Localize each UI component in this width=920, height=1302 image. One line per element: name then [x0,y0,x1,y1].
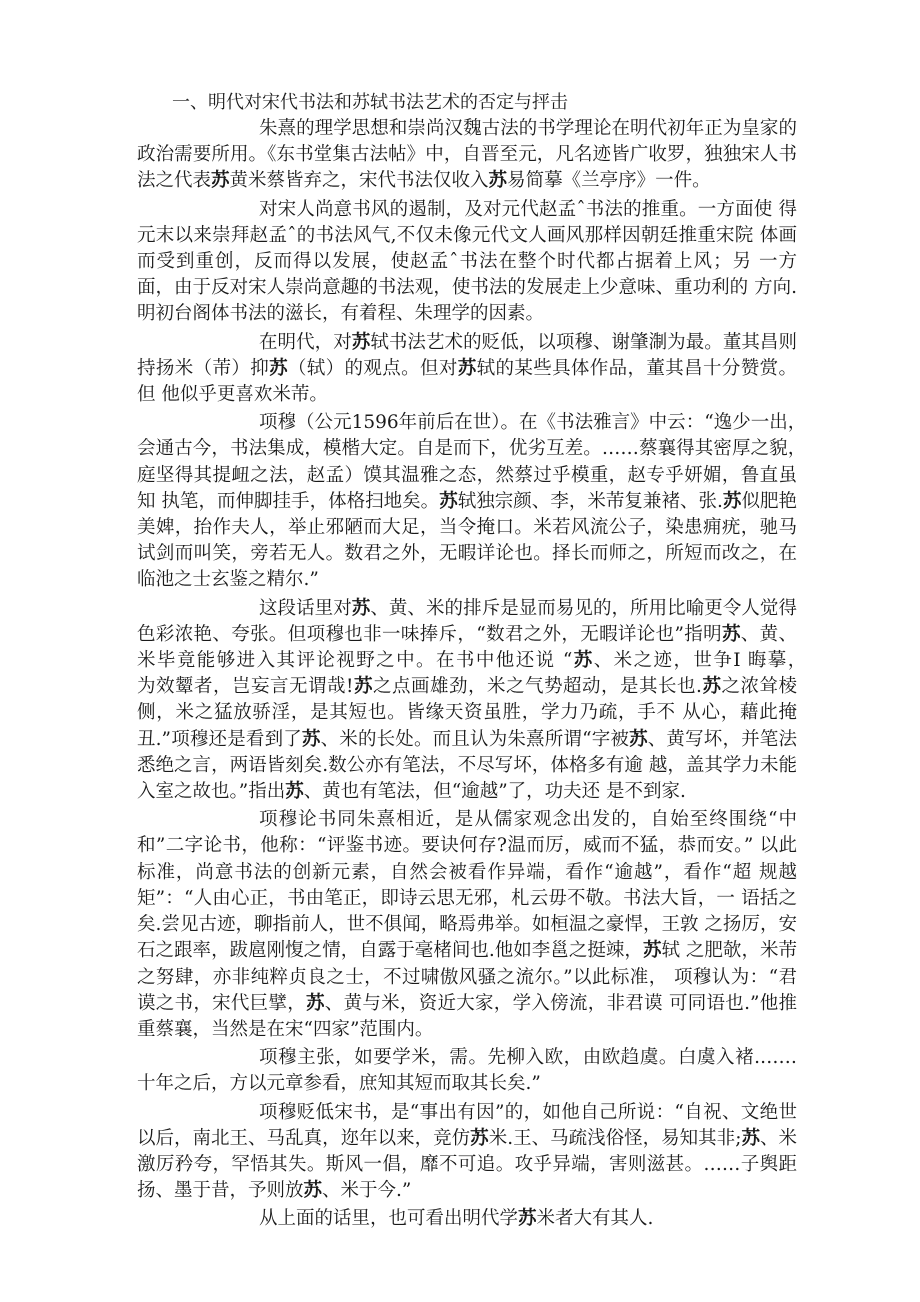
document-body [137,116,890,1235]
paragraph: 这段话里对苏、黄、米的排斥是显而易见的，所用比喻更令人觉得色彩浓艳、夸张。但项穆也非一味捧斥，“数君之外，无暇详论也”指明苏、黄、米毕竟能够进入其评论视野之中。在书中他还说 “苏、米之迹，世争I 晦摹， 为效颦者，岂妄言无谓哉!苏之点画雄劲，米之气势超动，是其长也.苏之浓耸棱侧，米之猛放骄淫，是其短也。皆缘天资虽胜，学力乃疏，手不 从心，藉此掩丑.”项穆还是看到了苏、米的长处。而且认为朱熹所谓“字被苏、黄写坏，并笔法悉绝之言，两语皆刻矣.数公亦有笔法，不尽写坏，体格多有逾 越，盖其学力未能入室之故也。”指出苏、黄也有笔法，但“逾越”了，功夫还 是不到家. [137,597,890,803]
paragraph: 项穆（公元1596年前后在世）。在《书法雅言》中云：“逸少一出， 会通古今，书法集成，模楷大定。自是而下，优劣互差。……蔡襄得其密厚之貌， 庭坚得其提衄之法，赵孟）馍其温雅之态，然蔡过乎模重，赵专乎妍媚，鲁直虽知 执笔，而伸脚挂手，体格扫地矣。苏轼独宗颜、李，米芾复兼褚、张.苏似肥艳 美婢，抬作夫人，举止邪陋而大足，当令掩口。米若风流公子，染患痈疣，驰马 试剑而叫笑，旁若无人。数君之外，无暇详论也。择长而师之，所短而改之，在 临池之士玄鉴之精尔.” [137,412,816,591]
paragraph: 对宋人尚意书风的遏制，及对元代赵孟ˆ书法的推重。一方面使 得元末以来崇拜赵孟ˆ的书法风气,不仅未像元代文人画风那样因朝廷推重宋院 体画而受到重创，反而得以发展，使赵孟ˆ书法在整个时代都占据着上风；另 一方面，由于反对宋人崇尚意趣的书法观，使书法的发展走上少意味、重功利的 方向.明初台阁体书法的滋长，有着程、朱理学的因素。 [137,198,797,325]
section-heading: 一、明代对宋代书法和苏轼书法艺术的否定与抨击 [172,92,568,113]
paragraph: 项穆贬低宋书，是“事出有因”的，如他自己所说：“自祝、文绝世以后，南北王、马乱真，迩年以来，竞仿苏米.王、马疏浅俗怪，易知其非;苏、米激厉矜夸，罕悟其失。斯风一倡，靡不可追。攻乎异端，害则滋甚。……子舆距扬、墨于昔，予则放苏、米于今.” [137,1101,797,1202]
paragraph: 项穆论书同朱熹相近，是从儒家观念出发的，自始至终围绕“中和”二字论书，他称：“评鉴书迹。要诀何存?温而厉，威而不猛，恭而安。” 以此标准，尚意书法的创新元素，自然会被看作异端，看作“逾越”，看作“超 规越矩”：“人由心正，书由笔正，即诗云思无邪，札云毋不敬。书法大旨，一 语括之矣.尝见古迹，聊指前人，世不俱闻，略焉弗举。如桓温之豪悍，王敦 之扬厉，安石之跟率，跋扈刚愎之情，自露于毫楮间也.他如李邕之挺竦，苏轼 之肥欹，米芾之努肆，亦非纯粹贞良之士，不过啸傲风骚之流尔。”以此标准， 项穆认为：“君谟之书，宋代巨擘，苏、黄与米，资近大家，学入傍流，非君谟 可同语也.”他推重蔡襄，当然是在宋“四家”范围内。 [137,809,797,1040]
paragraph: 在明代，对苏轼书法艺术的贬低，以项穆、谢肇淛为最。董其昌则持扬米（芾）抑苏（轼）的观点。但对苏轼的某些具体作品，董其昌十分赞赏。但 他似乎更喜欢米芾。 [137,331,797,406]
paragraph: 项穆主张，如要学米，需。先柳入欧，由欧趋虞。白虞入褚.……十年之后，方以元章参看，庶知其短而取其长矣.” [137,1047,797,1095]
paragraph: 朱熹的理学思想和崇尚汉魏古法的书学理论在明代初年正为皇家的政治需要所用。《东书堂集古法帖》中，自晋至元，凡名迹皆广收罗，独独宋人书法之代表苏黄米蔡皆弃之，宋代书法仅收入苏易简摹《兰亭序》一件。 [137,118,797,192]
paragraph: 从上面的话里，也可看出明代学苏米者大有其人. [259,1208,654,1230]
